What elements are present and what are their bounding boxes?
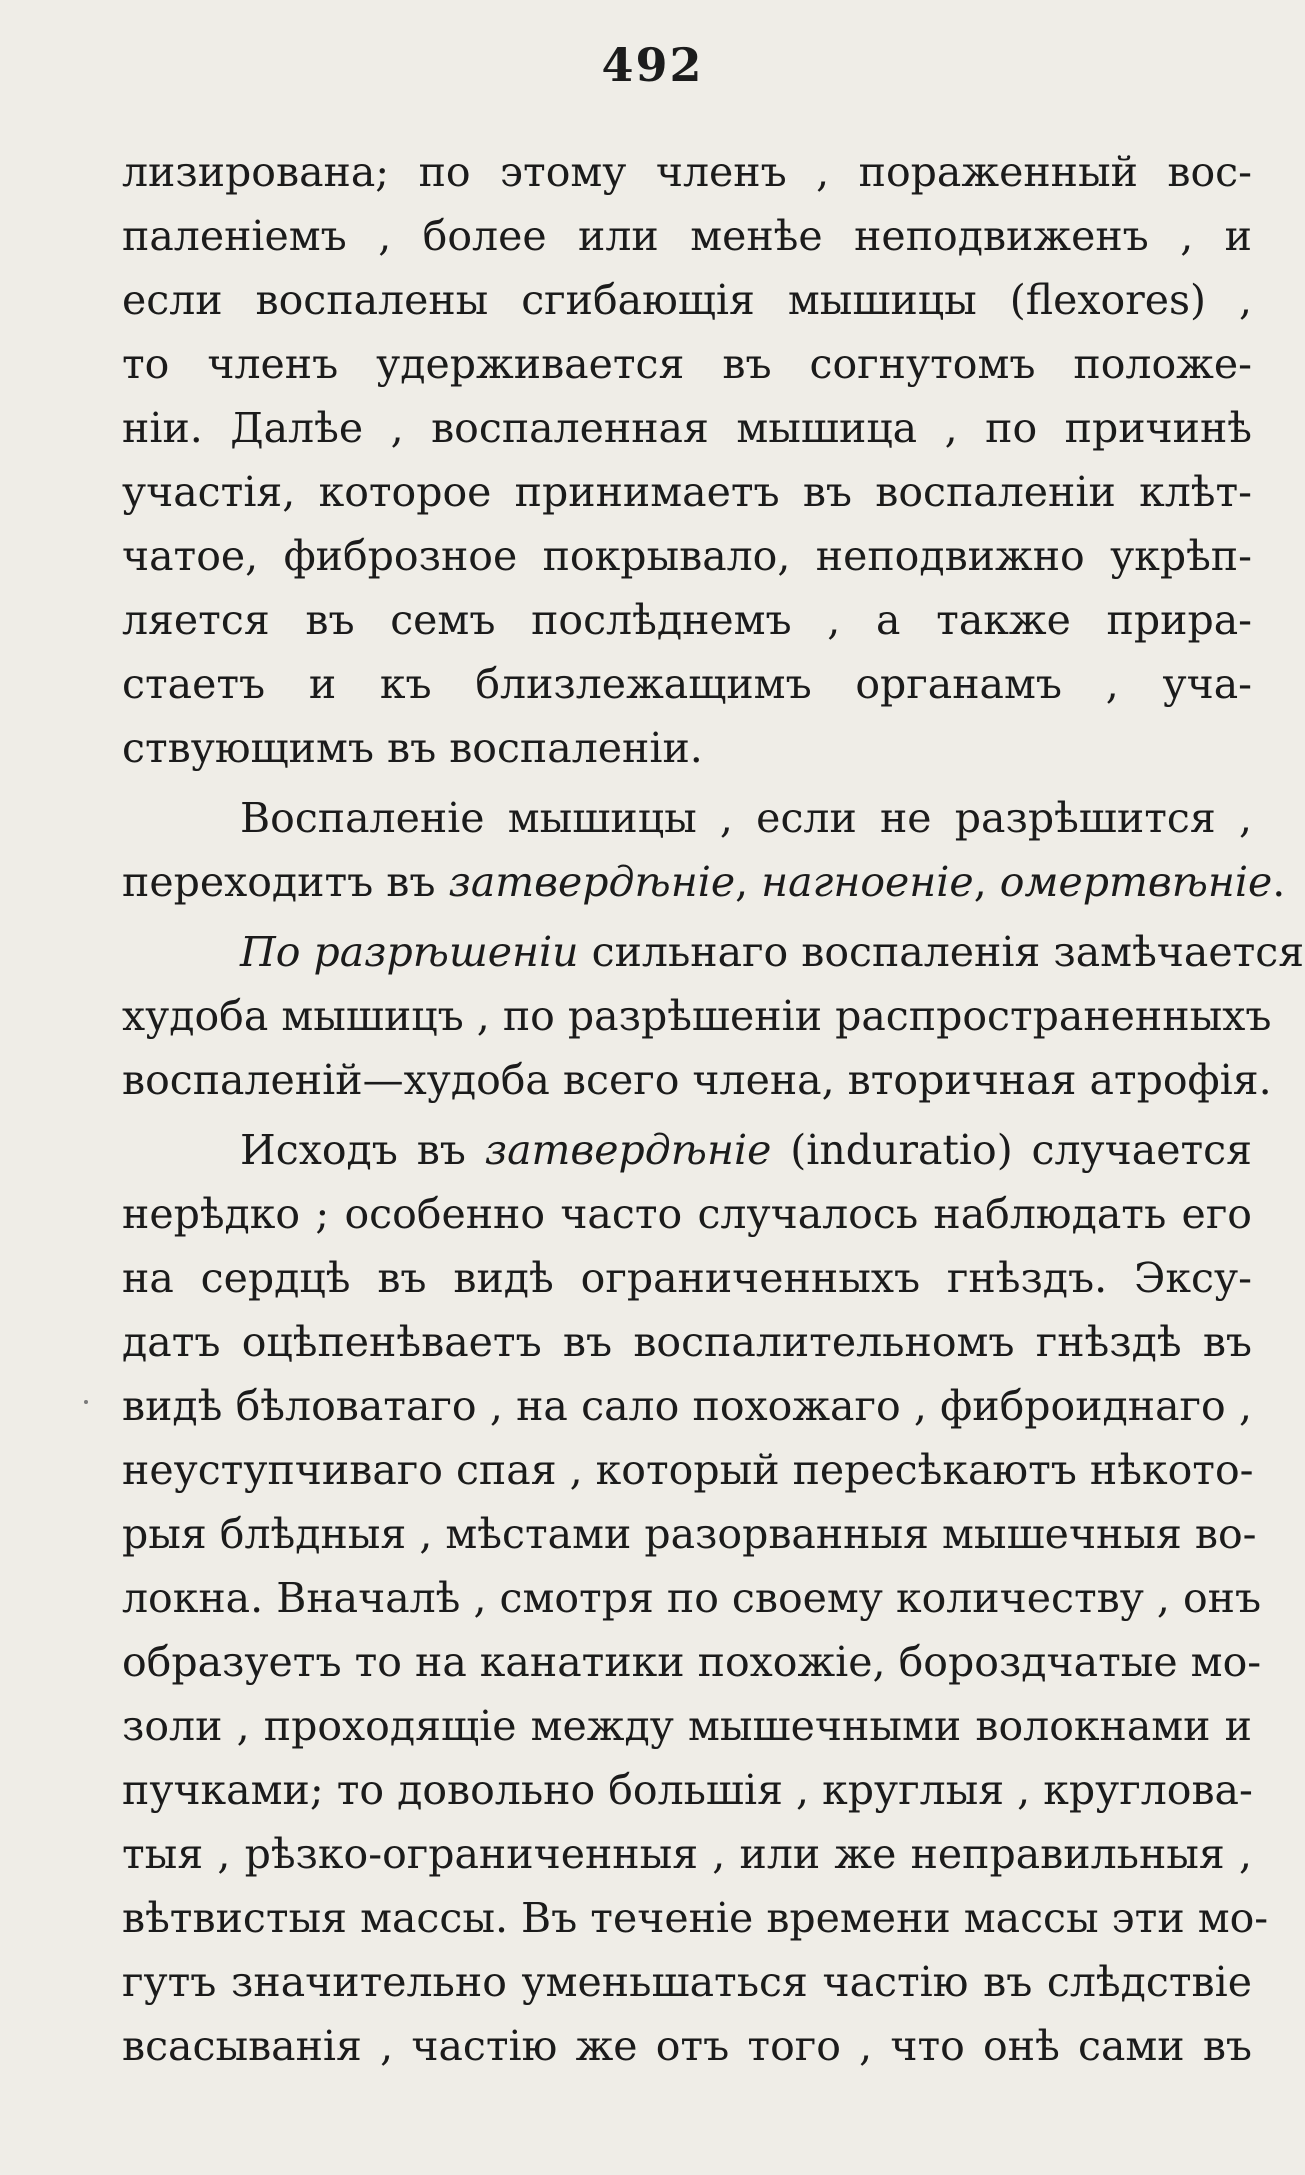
text-segment: Воспаленіе мышицы , если не разрѣшится ,: [240, 794, 1252, 842]
text-segment: чатое, фиброзное покрывало, неподвижно укрѣп-: [122, 532, 1252, 580]
text-line: [122, 1886, 1269, 1950]
text-line: [122, 1630, 1262, 1694]
text-segment: паленіемъ , более или менѣе неподвиженъ , и: [122, 212, 1252, 260]
text-segment: .: [1272, 858, 1286, 906]
margin-dot: [84, 1400, 88, 1404]
text-segment: лизирована; по этому членъ , пораженный вос-: [122, 148, 1252, 196]
text-line: [122, 460, 1252, 524]
italic-term: По разрѣшеніи: [240, 928, 579, 976]
text-line: [122, 1758, 1252, 1822]
text-line: [122, 268, 1252, 332]
text-segment: образуетъ то на канатики похожіе, бороздчатые мо-: [122, 1638, 1262, 1686]
text-segment: если воспалены сгибающія мышицы (flexores) ,: [122, 276, 1252, 324]
page-number: 492: [601, 38, 704, 92]
text-line: [122, 2014, 1252, 2078]
text-segment: тыя , рѣзко-ограниченныя , или же неправильныя ,: [122, 1830, 1252, 1878]
text-segment: всасыванія , частію же отъ того , что онѣ сами въ: [122, 2022, 1252, 2070]
text-line: [122, 1566, 1262, 1630]
text-segment: воспаленій—худоба всего члена, вторичная атрофія.: [122, 1056, 1272, 1104]
text-line: [122, 396, 1252, 460]
text-segment: на сердцѣ въ видѣ ограниченныхъ гнѣздъ. Эксу-: [122, 1254, 1252, 1302]
text-line: [122, 984, 1272, 1048]
text-segment: ніи. Далѣе , воспаленная мышица , по причинѣ: [122, 404, 1252, 452]
text-line: [122, 786, 1252, 850]
text-segment: пучками; то довольно большія , круглыя , круглова-: [122, 1766, 1253, 1814]
text-line: [122, 1182, 1252, 1246]
text-line: [122, 652, 1252, 716]
text-segment: нерѣдко ; особенно часто случалось наблюдать его: [122, 1190, 1252, 1238]
text-segment: сильнаго воспаленія замѣчается: [578, 928, 1305, 976]
text-segment: рыя блѣдныя , мѣстами разорванныя мышечныя во-: [122, 1510, 1257, 1558]
text-line: [122, 716, 1252, 780]
text-segment: Исходъ въ: [240, 1126, 485, 1174]
text-segment: (induratio) случается: [771, 1126, 1253, 1174]
text-segment: локна. Вначалѣ , смотря по своему количеству , онъ: [122, 1574, 1262, 1622]
text-line: [122, 332, 1252, 396]
text-line: [122, 1502, 1257, 1566]
body-text: [122, 140, 1305, 2078]
text-segment: ствующимъ въ воспаленіи.: [122, 724, 703, 772]
text-line: [122, 1048, 1272, 1112]
text-line: [122, 1822, 1252, 1886]
text-segment: ляется въ семъ послѣднемъ , а также прира-: [122, 596, 1252, 644]
text-line: [122, 204, 1252, 268]
text-segment: золи , проходящіе между мышечными волокнами и: [122, 1702, 1252, 1750]
text-line: [122, 850, 1286, 914]
text-segment: видѣ бѣловатаго , на сало похожаго , фиброиднаго ,: [122, 1382, 1252, 1430]
italic-term: затвердѣніе: [484, 1126, 772, 1174]
text-line: [122, 1118, 1252, 1182]
text-line: [122, 140, 1252, 204]
text-segment: неуступчиваго спая , который пересѣкаютъ нѣкото-: [122, 1446, 1254, 1494]
italic-term: омертвѣніе: [999, 858, 1273, 906]
text-line: [122, 524, 1252, 588]
text-segment: стаетъ и къ близлежащимъ органамъ , уча-: [122, 660, 1252, 708]
text-line: [122, 1950, 1252, 2014]
text-segment: вѣтвистыя массы. Въ теченіе времени массы эти мо-: [122, 1894, 1269, 1942]
italic-term: затвердѣніе: [448, 858, 736, 906]
text-line: [122, 1310, 1252, 1374]
text-line: [122, 1694, 1252, 1758]
text-segment: участія, которое принимаетъ въ воспаленіи клѣт-: [122, 468, 1252, 516]
text-segment: ,: [973, 858, 1000, 906]
text-segment: переходитъ въ: [122, 858, 449, 906]
text-segment: гутъ значительно уменьшаться частію въ слѣдствіе: [122, 1958, 1252, 2006]
text-segment: худоба мышицъ , по разрѣшеніи распространенныхъ: [122, 992, 1272, 1040]
text-line: [122, 1246, 1252, 1310]
text-segment: ,: [735, 858, 762, 906]
text-line: [122, 1374, 1252, 1438]
text-segment: датъ оцѣпенѣваетъ въ воспалительномъ гнѣздѣ въ: [122, 1318, 1252, 1366]
text-line: [122, 1438, 1252, 1502]
text-segment: то членъ удерживается въ согнутомъ положе-: [122, 340, 1252, 388]
text-line: [122, 588, 1252, 652]
text-line: [122, 920, 1305, 984]
italic-term: нагноеніе: [761, 858, 974, 906]
